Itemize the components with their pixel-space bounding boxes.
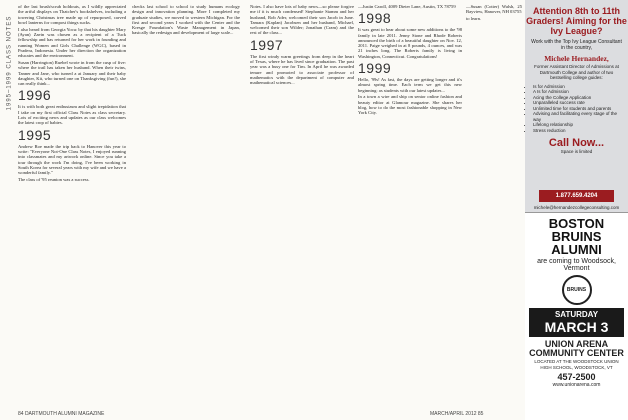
paragraph: of the last brush/scrub holdouts, as I wildly appreciated the artful displays on Thatcher's bookshelves, including a towering Christmas tree made up of repurposed, carved bowl lanterns for compost things sucks. [18,4,126,25]
venue: UNION ARENA COMMUNITY CENTER [529,339,624,358]
footer-right: MARCH/APRIL 2012 85 [430,411,484,417]
event-date: MARCH 3 [544,319,609,335]
paragraph: Hello, '99s! As fast, the days are getting longer and it's almost spring time. Each term we get this new beginning: as students with our latest updates... [358,77,462,93]
year-heading-1999: 1999 [358,60,392,77]
list-item: • Is for Admission [533,84,624,90]
ad-space: Space is limited [560,149,593,154]
ad2-sub: are coming to Woodsock, Vermont [537,258,616,272]
bruins-logo-icon: BRUINS [562,275,592,305]
paragraph: —Susan (Cotter) Walsh, 25 Bayview, Hanover, NH 03755 [466,4,522,15]
ad-bullets [533,84,624,134]
paragraph: I also heard from Georgia Yocu: by that his daughter Mary (Ayan) Zaein was chosen as a recipient of a Tuck fellowship and has returned for her work in founding and running Women and Girls Challenge (WGC), based in Pradera, Indonesia. Under her direction the organization educates and the environment. [18,26,126,59]
list-item: • Stress reduction [533,128,624,134]
footer-left: 84 DARTMOUTH ALUMNI MAGAZINE [18,411,105,417]
ad-name: Michele Hernandez, [544,54,609,63]
year-heading-1998: 1998 [358,10,392,27]
paragraph: Susan (Harrington) Ruebel wrote in from the cusp of five: where the trail has taken her husband. When their twins, Tanner and Jane, who turned a at January and their baby daughter, Kit, who turned one on Thanksgiving (fun!), she can really think... [18,59,126,87]
ad2-web[interactable]: www.unionarena.com [552,382,601,388]
year-heading-1995: 1995 [18,126,52,143]
list-item: • Acing the College Application [533,95,624,101]
list-item: • A Is for Admission [533,89,624,95]
list-item: • Lifelong relationship [533,122,624,128]
paragraph: checks last school to school to study humans ecology design and innovation planning. More I completed my graduate studies, we moved to western Michigan. For the first and second years I worked with the Center and the Kresge Foundation's Waste Management in Japan, basically the redesign and development of large scale... [132,4,240,36]
ad-call: Call Now... [548,137,605,149]
column-1 [18,4,126,404]
ad2-headline: BOSTON BRUINS ALUMNI [548,216,605,257]
side-rail [0,0,14,420]
paragraph: It was great to hear about some new additions to the '98 family in late 2011. Jenny Stone and Rhode Roberts announced the birth of a beautiful daughter on Nov. 12, 2011. Paige weighed in at 8 pounds, 4 ounces, and was 21 inches long. The Roberts family is living in Washington, Connecticut. Congratulations! [358,27,462,59]
list-item: • Unparalleled success rate [533,100,624,106]
column-3 [250,4,354,404]
ad-headline: Attention 8th to 11th Graders! Aiming for the Ivy League? [526,6,627,36]
paragraph: The class of '95 reunion was a success. [18,176,90,182]
paragraph: It is with both great enthusiasm and slight trepidation that I take on my first official Class Notes as class secretary. Lots of exciting news and updates as our class welcomes the latest crop of babies. [18,104,126,126]
paragraph: Andrew Roe made the trip back to Hanover this year to write: "Everyone Not-One Class Notes, I enjoyed running into classmates and my artwork online. Since you take a tour through the work I'm doing, I've been working in South Korea for several years with my wife and we have a wonderful family." [18,143,126,176]
column-2 [132,4,240,404]
venue-location: LOCATED AT THE WOODSTOCK UNION HIGH SCHOOL, WOODSTOCK, VT [534,359,619,370]
paragraph: In a town a wire and ship on senior online fashion and beauty editor at Glamour magazine. She shares her blog, how to do the most fashionable shopping in New York City. [358,94,462,116]
column-5 [466,4,522,404]
ad-bio: Former Assistant Director of Admissions at Dartmouth College and author of two bestselling college guides: [534,64,619,80]
ad-phone[interactable]: 1.877.659.4204 [539,190,614,202]
list-item: • Unlimited time for students and parents [533,106,624,112]
column-4 [358,4,462,404]
bruins-ad[interactable] [525,213,628,420]
date-banner [529,308,624,337]
list-item: • Advising and facilitating every stage of the way [533,111,624,122]
ad-column [525,0,628,420]
rail-label: 1995–1999 CLASS NOTES [6,15,13,111]
paragraph: The first windy warm greetings from deep in the heart of Texas, where he has lived since graduation. The past year was a busy one for Tim. In April he was awarded tenure and promoted to associate professor of mathematics with the department of computer and mathematical sciences... [250,53,354,86]
ad2-phone[interactable]: 457-2500 [557,372,596,382]
event-day: SATURDAY [554,310,599,319]
ad-intro: Work with the Top Ivy League Consultant in the country, [531,39,622,51]
paragraph: Notes. I also have lots of baby news—so please forgive me if it is much condensed! Stephanie Stamm and her husband, Rob Ader, welcomed their son Jacob in June. Tamara (Kaplan) Jacobsen and her husband, Michael, welcomed their son Wilder; Jonathan (Cram) and the rest of the class... [250,4,354,36]
consulting-ad[interactable] [525,0,628,213]
signature: —Justin Caroll, 4009 Dieter Lane, Austin, TX 78759 [358,4,456,9]
year-heading-1997: 1997 [250,36,284,53]
year-heading-1996: 1996 [18,87,52,104]
paragraph: to learn. [466,16,482,22]
ad-url[interactable]: michele@hernandezcollegeconsulting.com [533,205,620,210]
